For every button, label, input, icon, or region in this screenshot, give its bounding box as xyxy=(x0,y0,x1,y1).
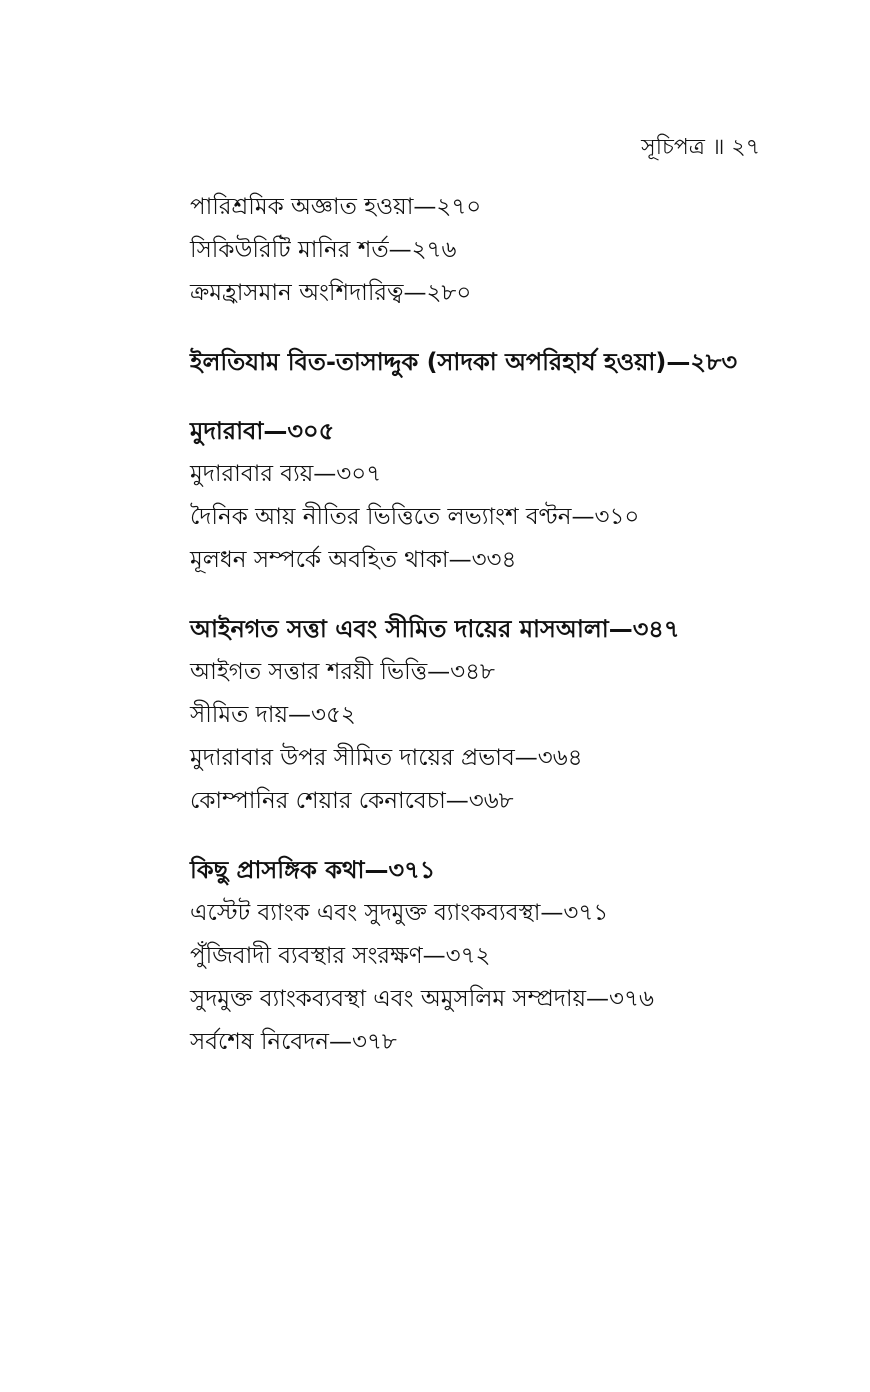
toc-entry: মুদারাবার ব্যয়—৩০৭ xyxy=(190,461,382,487)
toc-entry: সিকিউরিটি মানির শর্ত—২৭৬ xyxy=(190,237,457,263)
toc-entry: সুদমুক্ত ব্যাংকব্যবস্থা এবং অমুসলিম সম্প্রদায়—৩৭৬ xyxy=(190,986,654,1012)
toc-heading: মুদারাবা—৩০৫ xyxy=(190,417,335,445)
toc-section-2 xyxy=(190,341,810,384)
toc-entry: পুঁজিবাদী ব্যবস্থার সংরক্ষণ—৩৭২ xyxy=(190,943,491,969)
toc-entry: সীমিত দায়—৩৫২ xyxy=(190,702,356,728)
toc-section-3 xyxy=(190,410,810,582)
toc-entry: মুদারাবার উপর সীমিত দায়ের প্রভাব—৩৬৪ xyxy=(190,745,583,771)
toc-section-4 xyxy=(190,608,810,823)
toc-entry: আইগত সত্তার শরয়ী ভিত্তি—৩৪৮ xyxy=(190,659,495,685)
toc-entry: দৈনিক আয় নীতির ভিত্তিতে লভ্যাংশ বণ্টন—৩১০ xyxy=(190,504,640,530)
page-header: সূচিপত্র ॥ ২৭ xyxy=(641,135,760,160)
toc-entry: ক্রমহ্রাসমান অংশিদারিত্ব—২৮০ xyxy=(190,280,472,306)
toc-entry: পারিশ্রমিক অজ্ঞাত হওয়া—২৭০ xyxy=(190,194,482,220)
toc-heading: আইনগত সত্তা এবং সীমিত দায়ের মাসআলা—৩৪৭ xyxy=(190,615,680,643)
toc-section-1 xyxy=(190,186,810,315)
toc-section-5 xyxy=(190,849,810,1064)
table-of-contents xyxy=(190,186,810,1064)
toc-entry: এস্টেট ব্যাংক এবং সুদমুক্ত ব্যাংকব্যবস্থা—৩৭১ xyxy=(190,900,609,926)
toc-entry: কোম্পানির শেয়ার কেনাবেচা—৩৬৮ xyxy=(190,788,514,814)
toc-heading: ইলতিযাম বিত-তাসাদ্দুক (সাদকা অপরিহার্য হওয়া)—২৮৩ xyxy=(190,348,738,376)
toc-entry: সর্বশেষ নিবেদন—৩৭৮ xyxy=(190,1029,397,1055)
toc-entry: মূলধন সম্পর্কে অবহিত থাকা—৩৩৪ xyxy=(190,547,517,573)
toc-heading: কিছু প্রাসঙ্গিক কথা—৩৭১ xyxy=(190,856,436,884)
